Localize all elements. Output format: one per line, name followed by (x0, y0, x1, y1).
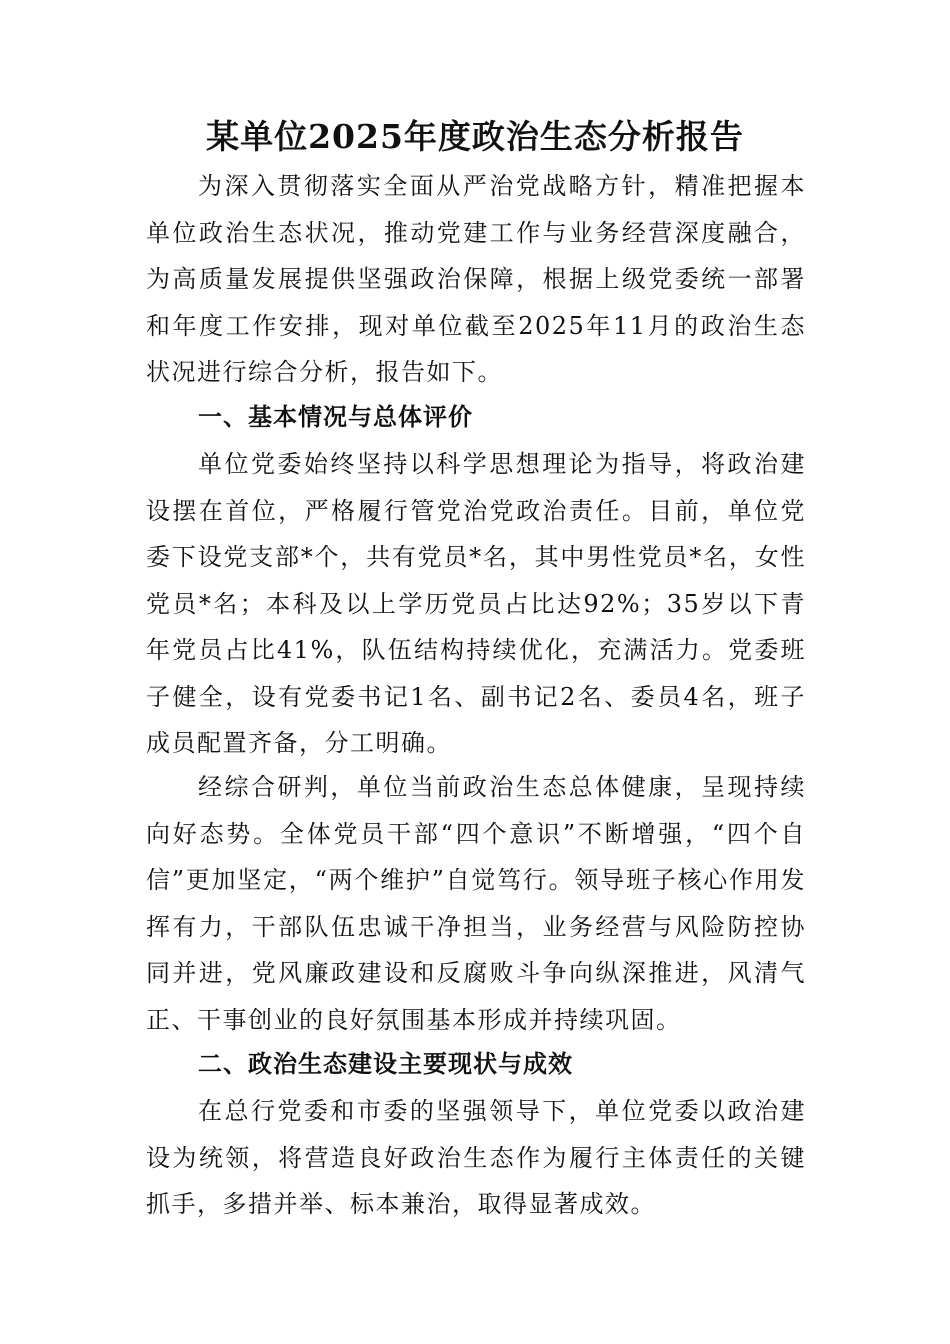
section-2-paragraph-1: 在总行党委和市委的坚强领导下，单位党委以政治建设为统领，将营造良好政治生态作为履行主体责任的关键抓手，多措并举、标本兼治，取得显著成效。 (146, 1097, 806, 1218)
section-1-paragraph-2: 经综合研判，单位当前政治生态总体健康，呈现持续向好态势。全体党员干部“四个意识”不断增强，“四个自信”更加坚定，“两个维护”自觉笃行。领导班子核心作用发挥有力，干部队伍忠诚干净担当，业务经营与风险防控协同并进，党风廉政建设和反腐败斗争向纵深推进，风清气正、干事创业的良好氛围基本形成并持续巩固。 (146, 773, 806, 1034)
intro-paragraph: 为深入贯彻落实全面从严治党战略方针，精准把握本单位政治生态状况，推动党建工作与业务经营深度融合，为高质量发展提供坚强政治保障，根据上级党委统一部署和年度工作安排，现对单位截至2025年11月的政治生态状况进行综合分析，报告如下。 (146, 172, 806, 386)
section-1-paragraph-1: 单位党委始终坚持以科学思想理论为指导，将政治建设摆在首位，严格履行管党治党政治责任。目前，单位党委下设党支部*个，共有党员*名，其中男性党员*名，女性党员*名；本科及以上学历党员占比达92%；35岁以下青年党员占比41%，队伍结构持续优化，充满活力。党委班子健全，设有党委书记1名、副书记2名、委员4名，班子成员配置齐备，分工明确。 (146, 450, 806, 757)
section-1-heading: 一、基本情况与总体评价 (198, 403, 473, 431)
document-title: 某单位2025年度政治生态分析报告 (206, 117, 744, 156)
section-2-heading: 二、政治生态建设主要现状与成效 (198, 1050, 573, 1078)
